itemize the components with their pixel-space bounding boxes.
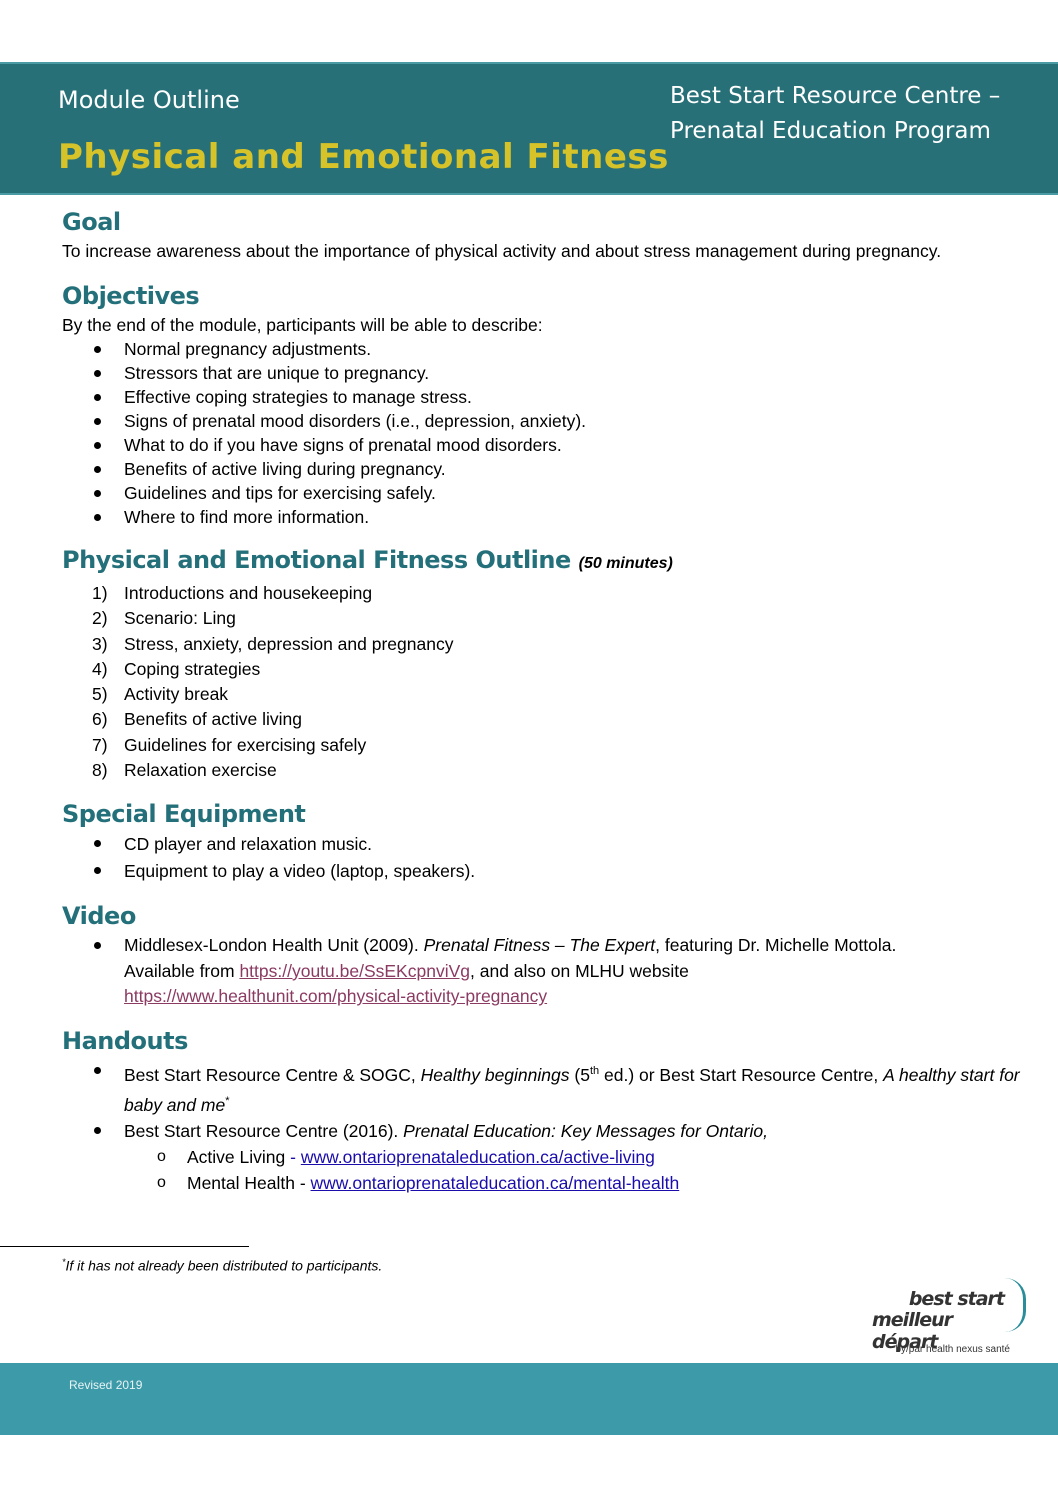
outline-list: [62, 581, 1032, 783]
video-also: , and also on MLHU website: [470, 960, 689, 981]
step-number: 7): [92, 734, 108, 755]
step-text: Activity break: [124, 684, 229, 705]
handouts-sublist: [62, 1144, 1032, 1196]
document-body: [62, 205, 1032, 1196]
list-item: CD player and relaxation music.: [62, 831, 1032, 858]
handouts-list: [62, 1058, 1032, 1144]
revised-date: Revised 2019: [69, 1378, 143, 1392]
list-item: Benefits of active living during pregnancy.: [62, 457, 1032, 481]
objectives-heading: Objectives: [62, 282, 200, 310]
logo-arc-icon: [1005, 1278, 1026, 1332]
sub-label: Mental Health -: [187, 1172, 311, 1193]
handout-1-edition: (5: [569, 1064, 590, 1085]
step-number: 6): [92, 709, 108, 730]
list-item: Signs of prenatal mood disorders (i.e., depression, anxiety).: [62, 409, 1032, 433]
step-text: Relaxation exercise: [124, 760, 277, 781]
handout-1-title: Healthy beginnings: [420, 1064, 570, 1085]
handouts-heading: Handouts: [62, 1026, 188, 1055]
video-source: Middlesex-London Health Unit (2009).: [124, 935, 424, 956]
logo-line-2: meilleur départ: [872, 1309, 953, 1353]
list-item: Effective coping strategies to manage stress.: [62, 385, 1032, 409]
video-list: [62, 933, 1032, 1010]
list-item: Normal pregnancy adjustments.: [62, 337, 1032, 361]
video-title: Prenatal Fitness – The Expert: [423, 935, 656, 956]
video-available: Available from: [124, 960, 240, 981]
handout-1-alt-title: A healthy start for baby and me: [124, 1064, 1020, 1115]
list-item: [62, 933, 1032, 1010]
sub-label: Active Living: [187, 1146, 291, 1167]
step-text: Coping strategies: [124, 658, 261, 679]
goal-text: To increase awareness about the importance of physical activity and about stress management during pregnancy.: [62, 241, 942, 261]
step-text: Benefits of active living: [124, 709, 303, 730]
footnote-marker: *: [225, 1094, 230, 1107]
footer-band: [0, 1363, 1058, 1435]
list-item: What to do if you have signs of prenatal mood disorders.: [62, 433, 1032, 457]
step-number: 1): [92, 583, 108, 603]
footnote: [62, 1257, 382, 1274]
list-item: Stressors that are unique to pregnancy.: [62, 361, 1032, 385]
step-number: 8): [92, 760, 108, 781]
step-number: 3): [92, 633, 108, 654]
mlhu-link[interactable]: https://www.healthunit.com/physical-activity-pregnancy: [124, 986, 548, 1007]
footnote-divider: [0, 1246, 249, 1247]
list-item: [62, 606, 1032, 631]
handout-2-title: Prenatal Education: Key Messages for Ontario,: [403, 1120, 768, 1141]
step-text: Stress, anxiety, depression and pregnancy: [124, 633, 454, 654]
sub-dash: -: [290, 1146, 301, 1167]
step-text: Introductions and housekeeping: [124, 583, 373, 603]
step-number: 2): [92, 608, 108, 629]
handout-1-publisher: Best Start Resource Centre & SOGC,: [124, 1064, 421, 1085]
outline-heading-text: Physical and Emotional Fitness Outline: [62, 546, 571, 574]
handout-1-edition-sup: th: [589, 1064, 600, 1077]
goal-heading: Goal: [62, 208, 121, 236]
org-line-2: Prenatal Education Program: [670, 118, 991, 144]
module-label: Module Outline: [58, 86, 240, 114]
step-text: Guidelines for exercising safely: [124, 734, 367, 755]
best-start-logo: [872, 1278, 1032, 1360]
list-item: Equipment to play a video (laptop, speakers).: [62, 858, 1032, 885]
list-item: [62, 758, 1032, 783]
youtube-link[interactable]: https://youtu.be/SsEKcpnviVg: [239, 960, 470, 981]
outline-duration: (50 minutes): [578, 555, 673, 572]
video-heading: Video: [62, 902, 136, 931]
list-item: [62, 682, 1032, 707]
list-item: [62, 657, 1032, 682]
mental-health-link[interactable]: www.ontarioprenataleducation.ca/mental-health: [310, 1172, 680, 1193]
active-living-link[interactable]: www.ontarioprenataleducation.ca/active-living: [300, 1146, 655, 1167]
list-item: Where to find more information.: [62, 505, 1032, 529]
step-number: 5): [92, 684, 108, 705]
logo-line-3: by/par health nexus santé: [895, 1344, 1010, 1355]
handout-1-alt: ed.) or Best Start Resource Centre,: [599, 1064, 884, 1085]
list-item: [62, 632, 1032, 657]
step-number: 4): [92, 658, 108, 679]
equipment-list: [62, 831, 1032, 885]
list-item: [62, 1170, 1032, 1196]
list-item: [62, 1144, 1032, 1170]
video-featuring: , featuring Dr. Michelle Mottola.: [655, 935, 897, 956]
page-title: Physical and Emotional Fitness: [58, 137, 669, 177]
footnote-text: If it has not already been distributed to participants.: [65, 1257, 383, 1274]
list-item: [62, 581, 1032, 606]
list-item: [62, 1118, 1032, 1144]
logo-line-1: best start: [908, 1288, 1004, 1310]
equipment-heading: Special Equipment: [62, 800, 306, 829]
handout-2-publisher: Best Start Resource Centre (2016).: [124, 1120, 404, 1141]
step-text: Scenario: Ling: [124, 608, 236, 629]
footnote-mark: *: [62, 1257, 66, 1267]
outline-heading: [62, 543, 1032, 581]
org-line-1: Best Start Resource Centre –: [670, 83, 1001, 109]
objectives-intro: By the end of the module, participants will be able to describe:: [62, 315, 543, 335]
list-item: [62, 1058, 1032, 1118]
list-item: Guidelines and tips for exercising safely.: [62, 481, 1032, 505]
list-item: [62, 707, 1032, 732]
objectives-list: [62, 337, 1032, 529]
list-item: [62, 733, 1032, 758]
